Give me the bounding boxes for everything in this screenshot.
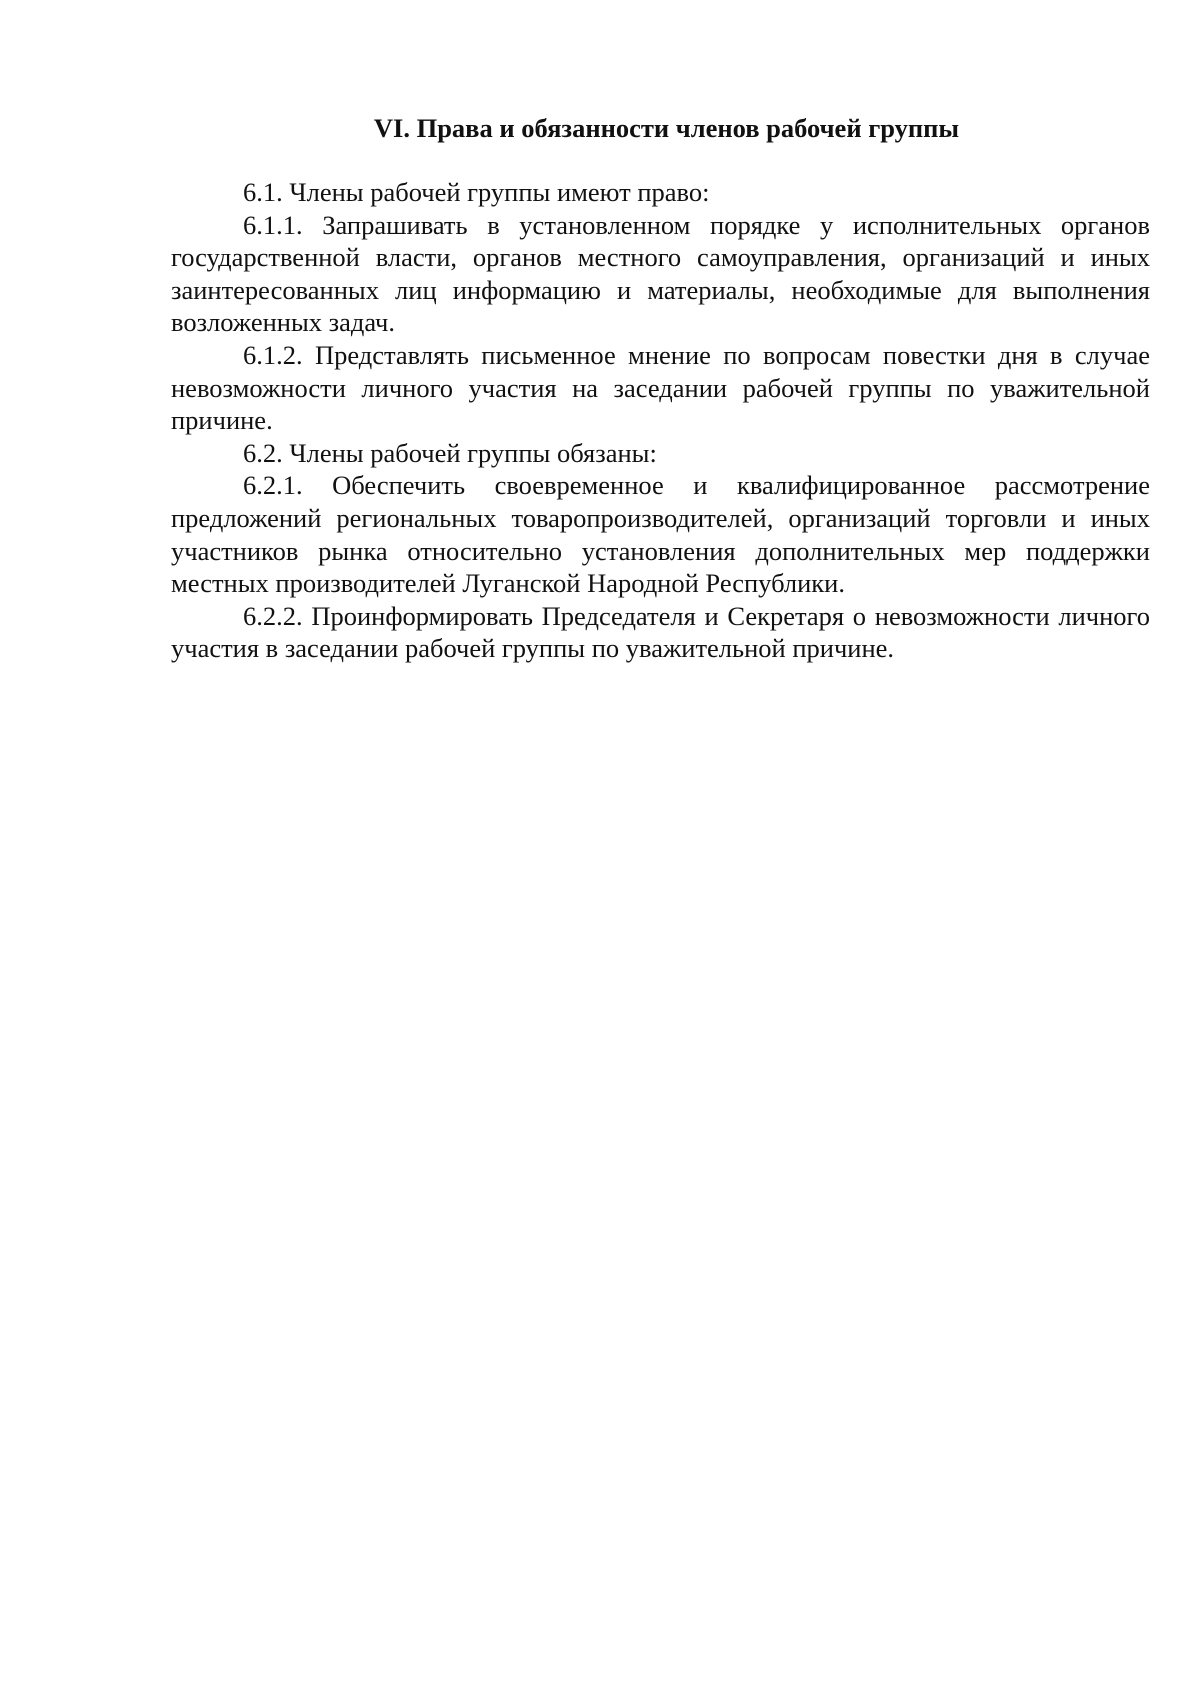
- paragraph-6-2: 6.2. Члены рабочей группы обязаны:: [243, 437, 657, 468]
- document-body: [171, 112, 1150, 665]
- section-title: VI. Права и обязанности членов рабочей группы: [373, 113, 960, 143]
- paragraph-6-2-1: 6.2.1. Обеспечить своевременное и квалифицированное рассмотрение предложений региональных товаропроизводителей, организаций торговли и иных участников рынка относительно установления дополнительных мер поддержки местных производителей Луганской Народной Республики.: [171, 470, 1150, 599]
- paragraph-6-1: 6.1. Члены рабочей группы имеют право:: [243, 177, 710, 207]
- paragraph-6-1-2: 6.1.2. Представлять письменное мнение по вопросам повестки дня в случае невозможности личного участия на заседании рабочей группы по уважительной причине.: [171, 339, 1150, 436]
- paragraph-6-1-1: 6.1.1. Запрашивать в установленном порядке у исполнительных органов государственной власти, органов местного самоуправления, организаций и иных заинтересованных лиц информацию и материалы, необходимые для выполнения возложенных задач.: [171, 209, 1150, 338]
- paragraph-6-2-2: 6.2.2. Проинформировать Председателя и Секретаря о невозможности личного участия в заседании рабочей группы по уважительной причине.: [171, 600, 1150, 664]
